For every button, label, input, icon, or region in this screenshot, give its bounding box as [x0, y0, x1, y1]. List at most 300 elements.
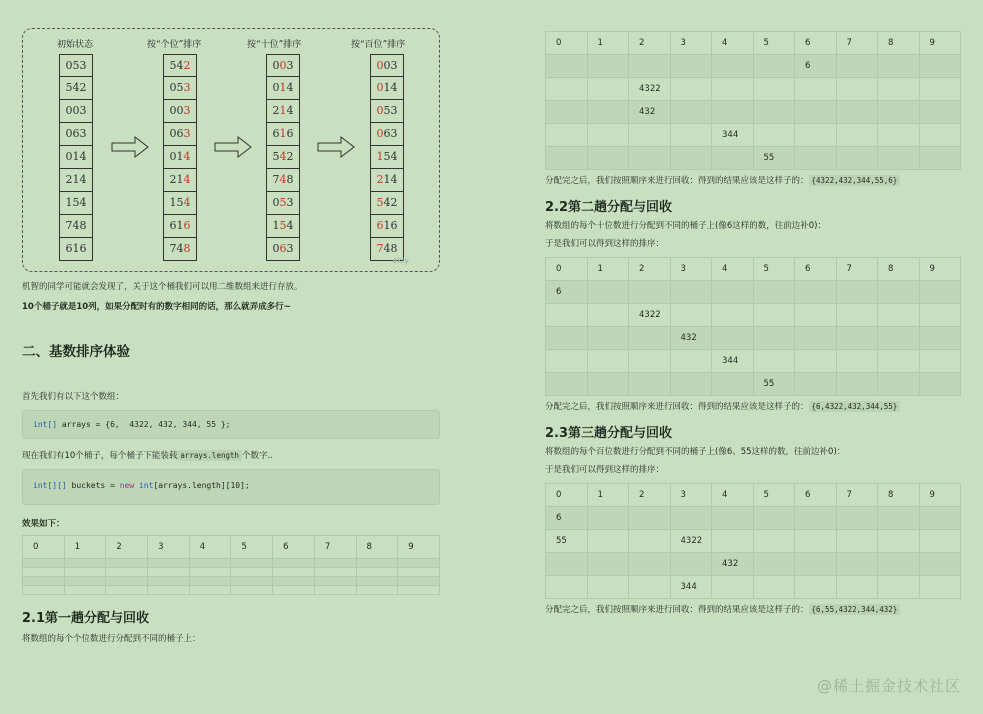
- table-cell: [836, 281, 878, 304]
- table-cell: [836, 124, 878, 147]
- table-row: [23, 586, 440, 595]
- paragraph: [545, 400, 961, 414]
- figure-number-cell: 063: [163, 123, 197, 146]
- figure-number-cell: 616: [370, 215, 404, 238]
- table-cell: [712, 576, 754, 599]
- paragraph-text: 现在我们有10个桶子，每个桶子下能装载: [22, 451, 178, 461]
- table-cell: [629, 327, 671, 350]
- code-text: [arrays.length][10];: [153, 481, 250, 490]
- table-cell: [795, 124, 837, 147]
- table-header-row: [546, 258, 961, 281]
- table-cell: [670, 101, 712, 124]
- figure-number-cell: 748: [59, 215, 93, 238]
- table-cell: [878, 327, 920, 350]
- table-cell: [106, 586, 148, 595]
- figure-number-cell: 748: [266, 169, 300, 192]
- table-cell: 6: [795, 55, 837, 78]
- table-cell: [919, 281, 961, 304]
- figure-number-cell: 542: [163, 54, 197, 77]
- table-cell: [64, 559, 106, 568]
- table-cell: [712, 101, 754, 124]
- table-cell: [314, 568, 356, 577]
- table-cell: 55: [753, 373, 795, 396]
- table-cell: [587, 147, 629, 170]
- table-cell: [546, 553, 588, 576]
- table-header-cell: 7: [314, 536, 356, 559]
- table-cell: 55: [753, 147, 795, 170]
- table-cell: [753, 507, 795, 530]
- figure-number-cell: 214: [370, 169, 404, 192]
- table-cell: [587, 373, 629, 396]
- table-cell: [629, 373, 671, 396]
- table-header-cell: 4: [712, 32, 754, 55]
- table-cell: [231, 559, 273, 568]
- table-header-cell: 6: [795, 32, 837, 55]
- paragraph-text: 分配完之后，我们按照顺序来进行回收：得到的结果应该是这样子的：: [545, 605, 809, 615]
- table-cell: [712, 304, 754, 327]
- table-cell: [753, 553, 795, 576]
- figure-number-cell: 748: [370, 238, 404, 261]
- table-header-cell: 7: [836, 258, 878, 281]
- inline-code: arrays.length: [177, 450, 242, 461]
- table-cell: [753, 576, 795, 599]
- table-header-cell: 8: [356, 536, 398, 559]
- table-cell: [878, 304, 920, 327]
- right-arrow-icon: [214, 136, 252, 158]
- table-cell: [23, 577, 65, 586]
- table-header-cell: 9: [919, 32, 961, 55]
- table-cell: [189, 568, 231, 577]
- table-cell: [878, 281, 920, 304]
- table-header-cell: 2: [629, 258, 671, 281]
- table-header-cell: 5: [231, 536, 273, 559]
- figure-number-cell: 214: [266, 100, 300, 123]
- table-cell: [712, 281, 754, 304]
- table-cell: [795, 147, 837, 170]
- table-header-cell: 1: [587, 32, 629, 55]
- code-block: [22, 469, 440, 505]
- figure-number-cell: 063: [59, 123, 93, 146]
- table-cell: [878, 507, 920, 530]
- table-cell: [189, 577, 231, 586]
- table-cell: 344: [670, 576, 712, 599]
- table-cell: [836, 576, 878, 599]
- table-cell: [629, 350, 671, 373]
- table-cell: [64, 577, 106, 586]
- figure-number-cell: 003: [266, 54, 300, 77]
- figure-number-cell: 616: [59, 238, 93, 261]
- table-cell: [587, 576, 629, 599]
- table-cell: [753, 327, 795, 350]
- table-cell: [919, 576, 961, 599]
- table-cell: [795, 101, 837, 124]
- table-cell: 432: [629, 101, 671, 124]
- table-row: [23, 577, 440, 586]
- figure-number-cell: 053: [266, 192, 300, 215]
- figure-title-initial: 初始状态: [57, 40, 94, 50]
- table-cell: [670, 304, 712, 327]
- paragraph-text: 个数字..: [242, 451, 273, 461]
- table-cell: [712, 78, 754, 101]
- figure-number-cell: 063: [266, 238, 300, 261]
- table-cell: [670, 373, 712, 396]
- code-type: int[][]: [33, 481, 67, 490]
- table-row: [546, 373, 961, 396]
- figure-number-cell: 214: [59, 169, 93, 192]
- table-cell: [629, 147, 671, 170]
- table-cell: 344: [712, 350, 754, 373]
- table-cell: [148, 577, 190, 586]
- table-cell: [753, 350, 795, 373]
- figure-number-cell: 053: [59, 54, 93, 77]
- table-cell: [670, 281, 712, 304]
- table-header-cell: 9: [398, 536, 440, 559]
- figure-number-cell: 014: [59, 146, 93, 169]
- paragraph: 10个桶子就是10列，如果分配时有的数字相同的话，那么就弄成多行~: [22, 302, 291, 312]
- table-cell: [670, 124, 712, 147]
- table-cell: [629, 124, 671, 147]
- table-cell: [23, 586, 65, 595]
- table-cell: [919, 507, 961, 530]
- table-row: [546, 281, 961, 304]
- table-cell: [546, 78, 588, 101]
- table-header-cell: 8: [878, 32, 920, 55]
- table-cell: [878, 373, 920, 396]
- table-header-cell: 9: [919, 258, 961, 281]
- table-header-cell: 4: [712, 484, 754, 507]
- table-cell: [836, 304, 878, 327]
- inline-code: {6,55,4322,344,432}: [809, 604, 901, 615]
- inline-code: {6,4322,432,344,55}: [809, 401, 901, 412]
- table-cell: [878, 78, 920, 101]
- table-cell: [795, 530, 837, 553]
- table-header-cell: 2: [629, 32, 671, 55]
- table-cell: [398, 559, 440, 568]
- table-cell: [670, 553, 712, 576]
- table-header-cell: 2: [106, 536, 148, 559]
- table-header-cell: 3: [148, 536, 190, 559]
- figure-number-cell: 003: [163, 100, 197, 123]
- table-header-cell: 7: [836, 484, 878, 507]
- figure-column-tens: [266, 54, 300, 261]
- table-cell: [629, 530, 671, 553]
- table-cell: [398, 586, 440, 595]
- table-cell: [836, 350, 878, 373]
- figure-number-cell: 014: [163, 146, 197, 169]
- table-row: [546, 530, 961, 553]
- figure-watermark: ekly: [392, 256, 409, 265]
- code-text: arrays = {6, 4322, 432, 344, 55 };: [57, 420, 231, 429]
- table-cell: [670, 55, 712, 78]
- table-cell: 6: [546, 507, 588, 530]
- table-cell: 6: [546, 281, 588, 304]
- table-cell: [836, 55, 878, 78]
- section-heading: 2.2第二趟分配与回收: [545, 200, 673, 215]
- table-cell: [795, 373, 837, 396]
- table-cell: [753, 281, 795, 304]
- table-cell: [356, 586, 398, 595]
- table-cell: [795, 350, 837, 373]
- figure-number-cell: 154: [370, 146, 404, 169]
- table-cell: [356, 568, 398, 577]
- table-header-cell: 6: [273, 536, 315, 559]
- figure-number-cell: 154: [266, 215, 300, 238]
- figure-number-cell: 542: [59, 77, 93, 100]
- table-cell: [919, 101, 961, 124]
- table-header-cell: 1: [587, 258, 629, 281]
- table-row: [546, 55, 961, 78]
- table-cell: 4322: [670, 530, 712, 553]
- table-cell: [587, 507, 629, 530]
- table-cell: [712, 55, 754, 78]
- figure-number-cell: 003: [59, 100, 93, 123]
- bucket-table-pass-2: [545, 257, 961, 396]
- table-cell: [64, 568, 106, 577]
- table-cell: [546, 124, 588, 147]
- figure-title-hundreds: 按“百位”排序: [351, 40, 406, 50]
- table-header-cell: 8: [878, 258, 920, 281]
- table-header-cell: 3: [670, 32, 712, 55]
- table-cell: [546, 55, 588, 78]
- table-header-cell: 4: [189, 536, 231, 559]
- table-cell: [836, 507, 878, 530]
- bucket-table-pass-3: [545, 483, 961, 599]
- table-cell: [712, 507, 754, 530]
- table-cell: [189, 586, 231, 595]
- table-cell: [753, 304, 795, 327]
- table-cell: [587, 101, 629, 124]
- table-cell: [712, 147, 754, 170]
- table-cell: [587, 55, 629, 78]
- table-cell: [587, 304, 629, 327]
- table-cell: [273, 568, 315, 577]
- table-cell: [919, 553, 961, 576]
- table-cell: [587, 553, 629, 576]
- figure-number-cell: 003: [370, 54, 404, 77]
- table-cell: [273, 577, 315, 586]
- figure-number-cell: 053: [370, 100, 404, 123]
- table-cell: [919, 373, 961, 396]
- figure-title-tens: 按“十位”排序: [247, 40, 302, 50]
- table-cell: [587, 530, 629, 553]
- table-cell: [878, 553, 920, 576]
- table-cell: [314, 586, 356, 595]
- figure-number-cell: 063: [370, 123, 404, 146]
- table-cell: [753, 124, 795, 147]
- radix-sort-figure: [22, 28, 440, 272]
- table-header-cell: 3: [670, 258, 712, 281]
- table-cell: [148, 559, 190, 568]
- table-cell: [106, 559, 148, 568]
- right-arrow-icon: [111, 136, 149, 158]
- paragraph-text: 分配完之后，我们按照顺序来进行回收：得到的结果应该是这样子的：: [545, 176, 809, 186]
- table-cell: [753, 101, 795, 124]
- table-cell: [795, 553, 837, 576]
- table-cell: [398, 568, 440, 577]
- paragraph: 于是我们可以得到这样的排序：: [545, 465, 665, 475]
- right-column: [545, 28, 961, 617]
- table-cell: [546, 350, 588, 373]
- paragraph: 机智的同学可能就会发现了，关于这个桶我们可以用二维数组来进行存放。: [22, 282, 303, 292]
- table-cell: [356, 559, 398, 568]
- table-row: [546, 350, 961, 373]
- table-cell: [878, 530, 920, 553]
- table-cell: [629, 55, 671, 78]
- table-row: [546, 507, 961, 530]
- table-cell: [629, 576, 671, 599]
- table-header-cell: 4: [712, 258, 754, 281]
- figure-number-cell: 542: [266, 146, 300, 169]
- figure-number-cell: 154: [59, 192, 93, 215]
- code-type: int: [134, 481, 154, 490]
- paragraph: 首先我们有以下这个数组：: [22, 392, 125, 402]
- table-header-cell: 2: [629, 484, 671, 507]
- empty-bucket-table: [22, 535, 440, 595]
- table-cell: [23, 559, 65, 568]
- table-cell: [795, 304, 837, 327]
- table-row: [546, 576, 961, 599]
- table-cell: [878, 350, 920, 373]
- table-header-row: [546, 32, 961, 55]
- table-header-cell: 5: [753, 32, 795, 55]
- table-cell: [587, 124, 629, 147]
- section-heading: 2.3第三趟分配与回收: [545, 426, 673, 441]
- table-cell: [273, 586, 315, 595]
- table-header-cell: 8: [878, 484, 920, 507]
- table-cell: [919, 530, 961, 553]
- table-cell: [546, 327, 588, 350]
- table-header-cell: 6: [795, 258, 837, 281]
- right-arrow-icon: [317, 136, 355, 158]
- table-cell: [836, 553, 878, 576]
- table-header-cell: 5: [753, 484, 795, 507]
- table-header-row: [546, 484, 961, 507]
- table-cell: [148, 568, 190, 577]
- table-row: [23, 559, 440, 568]
- table-cell: [546, 576, 588, 599]
- table-cell: [356, 577, 398, 586]
- figure-column-ones: [163, 54, 197, 261]
- table-header-cell: 3: [670, 484, 712, 507]
- table-cell: [546, 101, 588, 124]
- table-header-cell: 6: [795, 484, 837, 507]
- table-header-cell: 7: [836, 32, 878, 55]
- table-row: [546, 553, 961, 576]
- table-cell: [836, 373, 878, 396]
- table-cell: 55: [546, 530, 588, 553]
- table-cell: 4322: [629, 78, 671, 101]
- figure-number-cell: 542: [370, 192, 404, 215]
- paragraph: 效果如下：: [22, 519, 65, 529]
- table-row: [546, 78, 961, 101]
- table-cell: [106, 577, 148, 586]
- paragraph-text: 分配完之后，我们按照顺序来进行回收：得到的结果应该是这样子的：: [545, 402, 809, 412]
- code-block: [22, 410, 440, 439]
- table-cell: [878, 576, 920, 599]
- section-heading: 二、基数排序体验: [22, 344, 130, 360]
- figure-number-cell: 053: [163, 77, 197, 100]
- figure-column-initial: [59, 54, 93, 261]
- inline-code: {4322,432,344,55,6}: [809, 175, 901, 186]
- table-cell: [795, 78, 837, 101]
- table-cell: 4322: [629, 304, 671, 327]
- paragraph: 于是我们可以得到这样的排序：: [545, 239, 665, 249]
- table-cell: [587, 281, 629, 304]
- table-row: [546, 147, 961, 170]
- table-cell: [23, 568, 65, 577]
- table-cell: [314, 559, 356, 568]
- paragraph: [22, 449, 440, 463]
- table-cell: [919, 124, 961, 147]
- table-cell: [546, 147, 588, 170]
- table-cell: [878, 101, 920, 124]
- table-cell: [753, 55, 795, 78]
- figure-number-cell: 616: [163, 215, 197, 238]
- figure-number-cell: 748: [163, 238, 197, 261]
- table-row: [546, 327, 961, 350]
- figure-column-hundreds: [370, 54, 404, 261]
- site-watermark: @稀土掘金技术社区: [816, 677, 961, 695]
- paragraph: 将数组的每个个位数进行分配到不同的桶子上：: [22, 634, 201, 644]
- paragraph: [545, 174, 961, 188]
- table-row: [546, 101, 961, 124]
- code-type: int[]: [33, 420, 58, 429]
- paragraph: [545, 603, 961, 617]
- table-cell: [919, 147, 961, 170]
- table-header-cell: 0: [546, 32, 588, 55]
- table-cell: [231, 568, 273, 577]
- table-cell: [670, 147, 712, 170]
- table-cell: [546, 304, 588, 327]
- table-cell: [712, 530, 754, 553]
- table-cell: [919, 350, 961, 373]
- table-cell: [546, 373, 588, 396]
- table-header-cell: 0: [23, 536, 65, 559]
- table-cell: [587, 350, 629, 373]
- table-cell: [629, 507, 671, 530]
- table-cell: [836, 78, 878, 101]
- table-cell: [106, 568, 148, 577]
- table-cell: 432: [670, 327, 712, 350]
- table-cell: [231, 586, 273, 595]
- table-cell: [836, 327, 878, 350]
- table-cell: [629, 281, 671, 304]
- table-header-cell: 9: [919, 484, 961, 507]
- table-cell: [587, 78, 629, 101]
- table-header-cell: 0: [546, 484, 588, 507]
- table-cell: [148, 586, 190, 595]
- figure-number-cell: 616: [266, 123, 300, 146]
- section-heading: 2.1第一趟分配与回收: [22, 611, 150, 626]
- figure-title-ones: 按“个位”排序: [147, 40, 202, 50]
- table-cell: [189, 559, 231, 568]
- table-cell: [836, 101, 878, 124]
- table-row: [546, 304, 961, 327]
- table-cell: [919, 304, 961, 327]
- table-cell: [712, 373, 754, 396]
- bucket-table-pass-1: [545, 31, 961, 170]
- table-cell: [919, 78, 961, 101]
- table-cell: [670, 350, 712, 373]
- table-cell: [670, 78, 712, 101]
- table-cell: [878, 147, 920, 170]
- table-cell: 432: [712, 553, 754, 576]
- code-keyword: new: [119, 481, 135, 490]
- left-column: [22, 28, 440, 646]
- table-cell: [795, 327, 837, 350]
- table-cell: [712, 327, 754, 350]
- table-cell: [753, 78, 795, 101]
